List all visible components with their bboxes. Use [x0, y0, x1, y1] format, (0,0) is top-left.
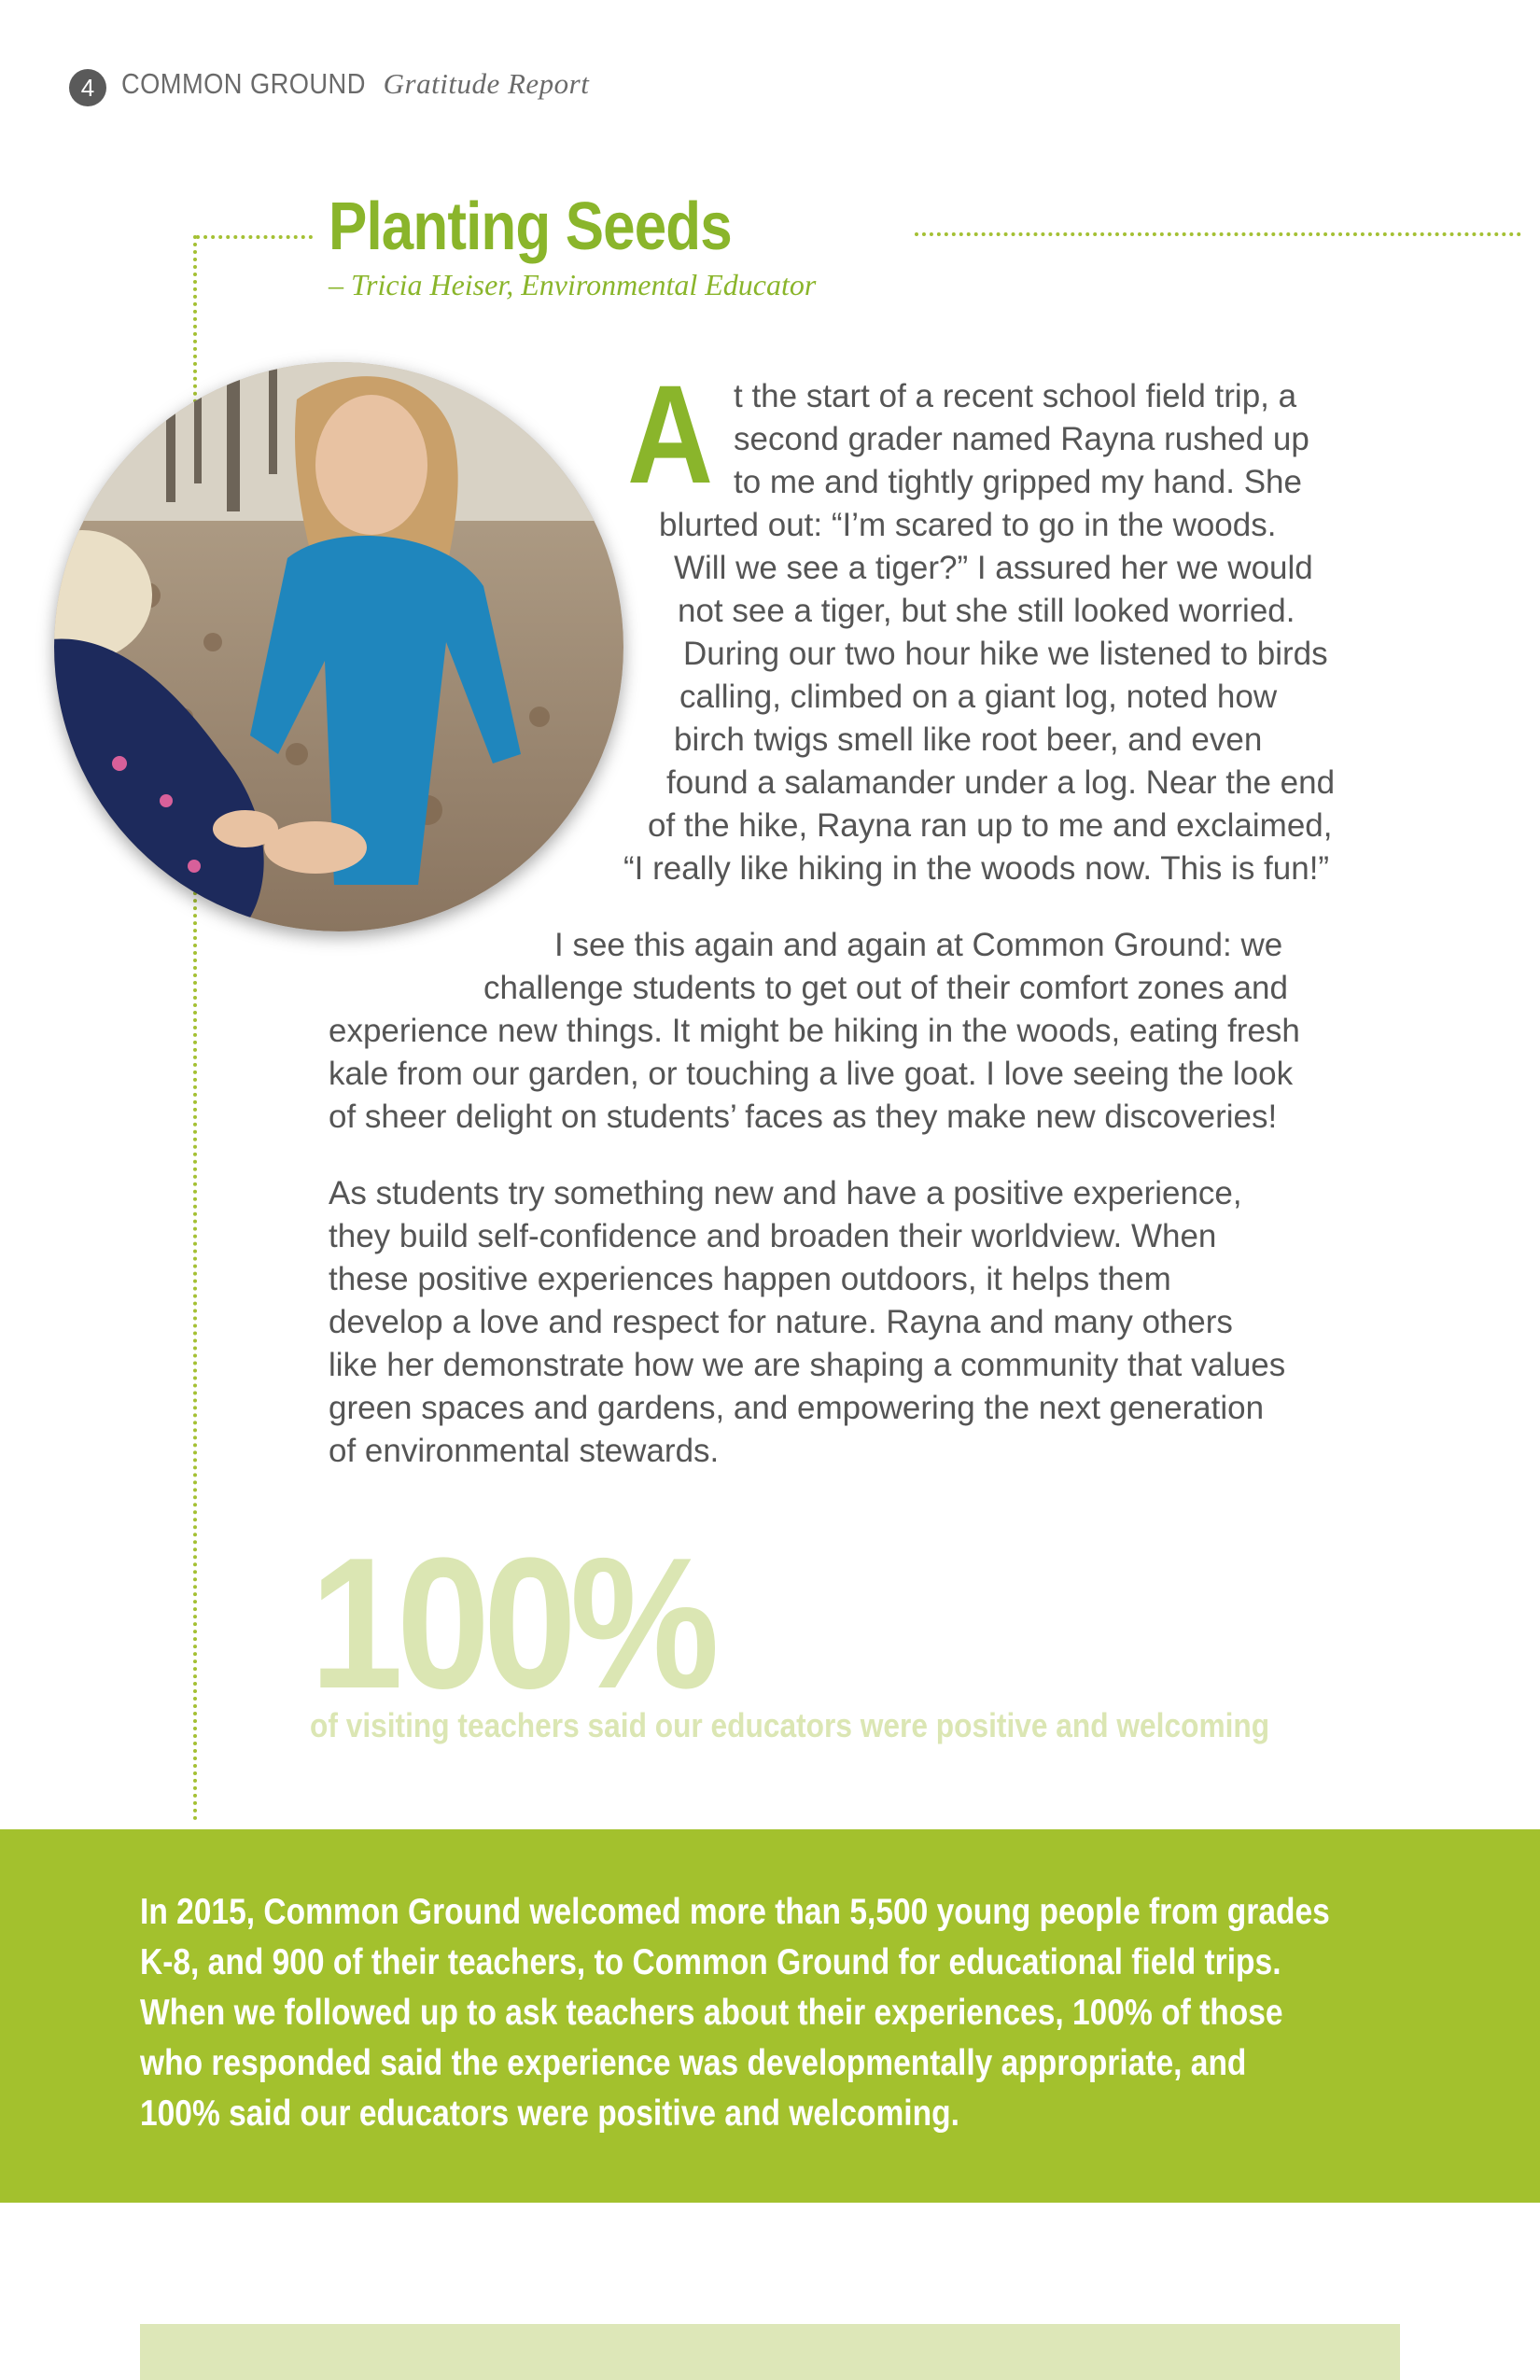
dotted-rule-left: [196, 235, 313, 239]
body-line: t the start of a recent school field trip, a: [734, 378, 1297, 414]
body-line: not see a tiger, but she still looked worried.: [678, 593, 1295, 629]
article-title: Planting Seeds: [329, 189, 732, 264]
body-line: of the hike, Rayna ran up to me and exclaimed,: [648, 807, 1333, 844]
body-line: develop a love and respect for nature. Rayna and many others: [329, 1304, 1233, 1340]
stat-number: 100%: [310, 1519, 713, 1728]
body-line: birch twigs smell like root beer, and even: [674, 721, 1263, 758]
dotted-rule-right: [915, 232, 1521, 236]
highlight-line: When we followed up to ask teachers about their experiences, 100% of those: [140, 1993, 1283, 2033]
body-line: blurted out: “I’m scared to go in the woods.: [659, 507, 1277, 543]
body-line: kale from our garden, or touching a live goat. I love seeing the look: [329, 1056, 1294, 1092]
body-line: these positive experiences happen outdoors, it helps them: [329, 1261, 1171, 1297]
body-line: Will we see a tiger?” I assured her we would: [674, 550, 1313, 586]
header-report: Gratitude Report: [383, 67, 590, 100]
body-line: During our two hour hike we listened to birds: [683, 636, 1328, 672]
body-line: As students try something new and have a positive experience,: [329, 1175, 1242, 1211]
header-org: COMMON GROUND: [121, 67, 366, 100]
highlight-line: who responded said the experience was developmentally appropriate, and: [140, 2043, 1247, 2083]
article-byline: – Tricia Heiser, Environmental Educator: [329, 268, 817, 301]
body-line: experience new things. It might be hiking in the woods, eating fresh: [329, 1013, 1300, 1049]
body-line: they build self-confidence and broaden their worldview. When: [329, 1218, 1217, 1254]
highlight-line: K-8, and 900 of their teachers, to Common Ground for educational field trips.: [140, 1942, 1281, 1982]
body-line: calling, climbed on a giant log, noted how: [679, 679, 1278, 715]
highlight-line: In 2015, Common Ground welcomed more than 5,500 young people from grades: [140, 1892, 1330, 1932]
highlight-text: [140, 1887, 1344, 2139]
body-line: second grader named Rayna rushed up: [734, 421, 1309, 457]
body-line: challenge students to get out of their comfort zones and: [483, 970, 1288, 1006]
running-header: [121, 67, 589, 101]
stat-caption: of visiting teachers said our educators were positive and welcoming: [310, 1706, 1270, 1744]
body-line: like her demonstrate how we are shaping a community that values: [329, 1347, 1286, 1383]
page-number: 4: [69, 69, 106, 106]
body-line: of environmental stewards.: [329, 1433, 720, 1469]
body-line: green spaces and gardens, and empowering the next generation: [329, 1390, 1265, 1426]
body-line: of sheer delight on students’ faces as they make new discoveries!: [329, 1099, 1278, 1135]
body-line: found a salamander under a log. Near the end: [666, 764, 1336, 801]
body-line: “I really like hiking in the woods now. This is fun!”: [623, 850, 1330, 887]
highlight-line: 100% said our educators were positive and welcoming.: [140, 2093, 959, 2134]
educator-with-student-photo: [54, 362, 623, 931]
body-line: I see this again and again at Common Ground: we: [554, 927, 1283, 963]
drop-cap: A: [627, 356, 714, 512]
bottom-tint-box: [140, 2324, 1400, 2380]
body-line: to me and tightly gripped my hand. She: [734, 464, 1302, 500]
